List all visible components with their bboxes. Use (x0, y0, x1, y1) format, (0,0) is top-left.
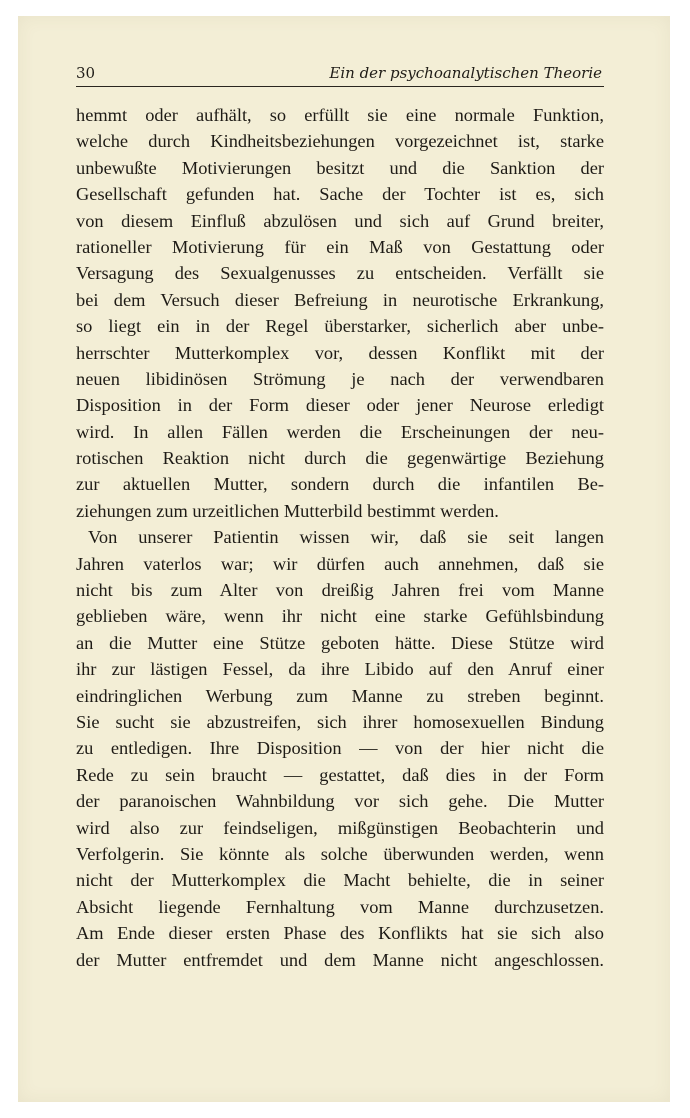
text-line: Absicht liegende Fernhaltung vom Manne durchzusetzen. (76, 896, 604, 917)
text-line: unbewußte Motivierungen besitzt und die Sanktion der (76, 157, 604, 178)
text-line: Jahren vaterlos war; wir dürfen auch annehmen, daß sie (76, 553, 604, 574)
text-line: Am Ende dieser ersten Phase des Konflikts hat sie sich also (76, 923, 604, 944)
text-line: hemmt oder aufhält, so erfüllt sie eine normale Funktion, (76, 105, 604, 125)
page-number: 30 (76, 64, 96, 82)
text-line: so liegt ein in der Regel überstarker, sicherlich aber unbe- (76, 316, 604, 337)
running-title: Ein der psychoanalytischen Theorie (329, 64, 602, 82)
text-line: an die Mutter eine Stütze geboten hätte. Diese Stütze wird (76, 632, 604, 653)
text-line: Disposition in der Form dieser oder jener Neurose erledigt (76, 395, 604, 416)
text-line: ihr zur lästigen Fessel, da ihre Libido auf den Anruf einer (76, 659, 604, 680)
text-line: zu entledigen. Ihre Disposition — von der hier nicht die (76, 738, 604, 759)
text-line: Versagung des Sexualgenusses zu entscheiden. Verfällt sie (76, 263, 604, 284)
text-line: wird also zur feindseligen, mißgünstigen Beobachterin und (76, 817, 604, 838)
text-line: eindringlichen Werbung zum Manne zu streben beginnt. (76, 685, 604, 706)
text-line: wird. In allen Fällen werden die Erscheinungen der neu- (76, 421, 604, 442)
text-line: geblieben wäre, wenn ihr nicht eine starke Gefühlsbindung (76, 606, 604, 627)
paragraph-2 (76, 524, 604, 973)
text-line: rotischen Reaktion nicht durch die gegenwärtige Beziehung (76, 448, 604, 469)
text-line: der paranoischen Wahnbildung vor sich gehe. Die Mutter (76, 791, 604, 812)
paragraph-1 (76, 102, 604, 524)
text-line: nicht bis zum Alter von dreißig Jahren frei vom Manne (76, 580, 604, 601)
text-line: Gesellschaft gefunden hat. Sache der Tochter ist es, sich (76, 184, 604, 205)
text-line: von diesem Einfluß abzulösen und sich auf Grund breiter, (76, 210, 604, 231)
text-line: welche durch Kindheitsbeziehungen vorgezeichnet ist, starke (76, 131, 604, 152)
text-line: der Mutter entfremdet und dem Manne nicht angeschlossen. (76, 949, 604, 970)
header-rule (76, 86, 604, 87)
running-head (76, 62, 604, 88)
text-line: Von unserer Patientin wissen wir, daß sie seit langen (88, 527, 604, 548)
body-text (76, 102, 604, 973)
text-line: bei dem Versuch dieser Befreiung in neurotische Erkrankung, (76, 289, 604, 310)
text-line: Rede zu sein braucht — gestattet, daß dies in der Form (76, 764, 604, 785)
text-line: zur aktuellen Mutter, sondern durch die infantilen Be- (76, 474, 604, 495)
text-line: rationeller Motivierung für ein Maß von Gestattung oder (76, 236, 604, 257)
text-line: nicht der Mutterkomplex die Macht behielte, die in seiner (76, 870, 604, 891)
text-line: herrschter Mutterkomplex vor, dessen Konflikt mit der (76, 342, 604, 363)
text-line: ziehungen zum urzeitlichen Mutterbild bestimmt werden. (76, 500, 499, 521)
text-line: Verfolgerin. Sie könnte als solche überwunden werden, wenn (76, 843, 604, 864)
text-line: Sie sucht sie abzustreifen, sich ihrer homosexuellen Bindung (76, 711, 604, 732)
text-line: neuen libidinösen Strömung je nach der verwendbaren (76, 368, 604, 389)
